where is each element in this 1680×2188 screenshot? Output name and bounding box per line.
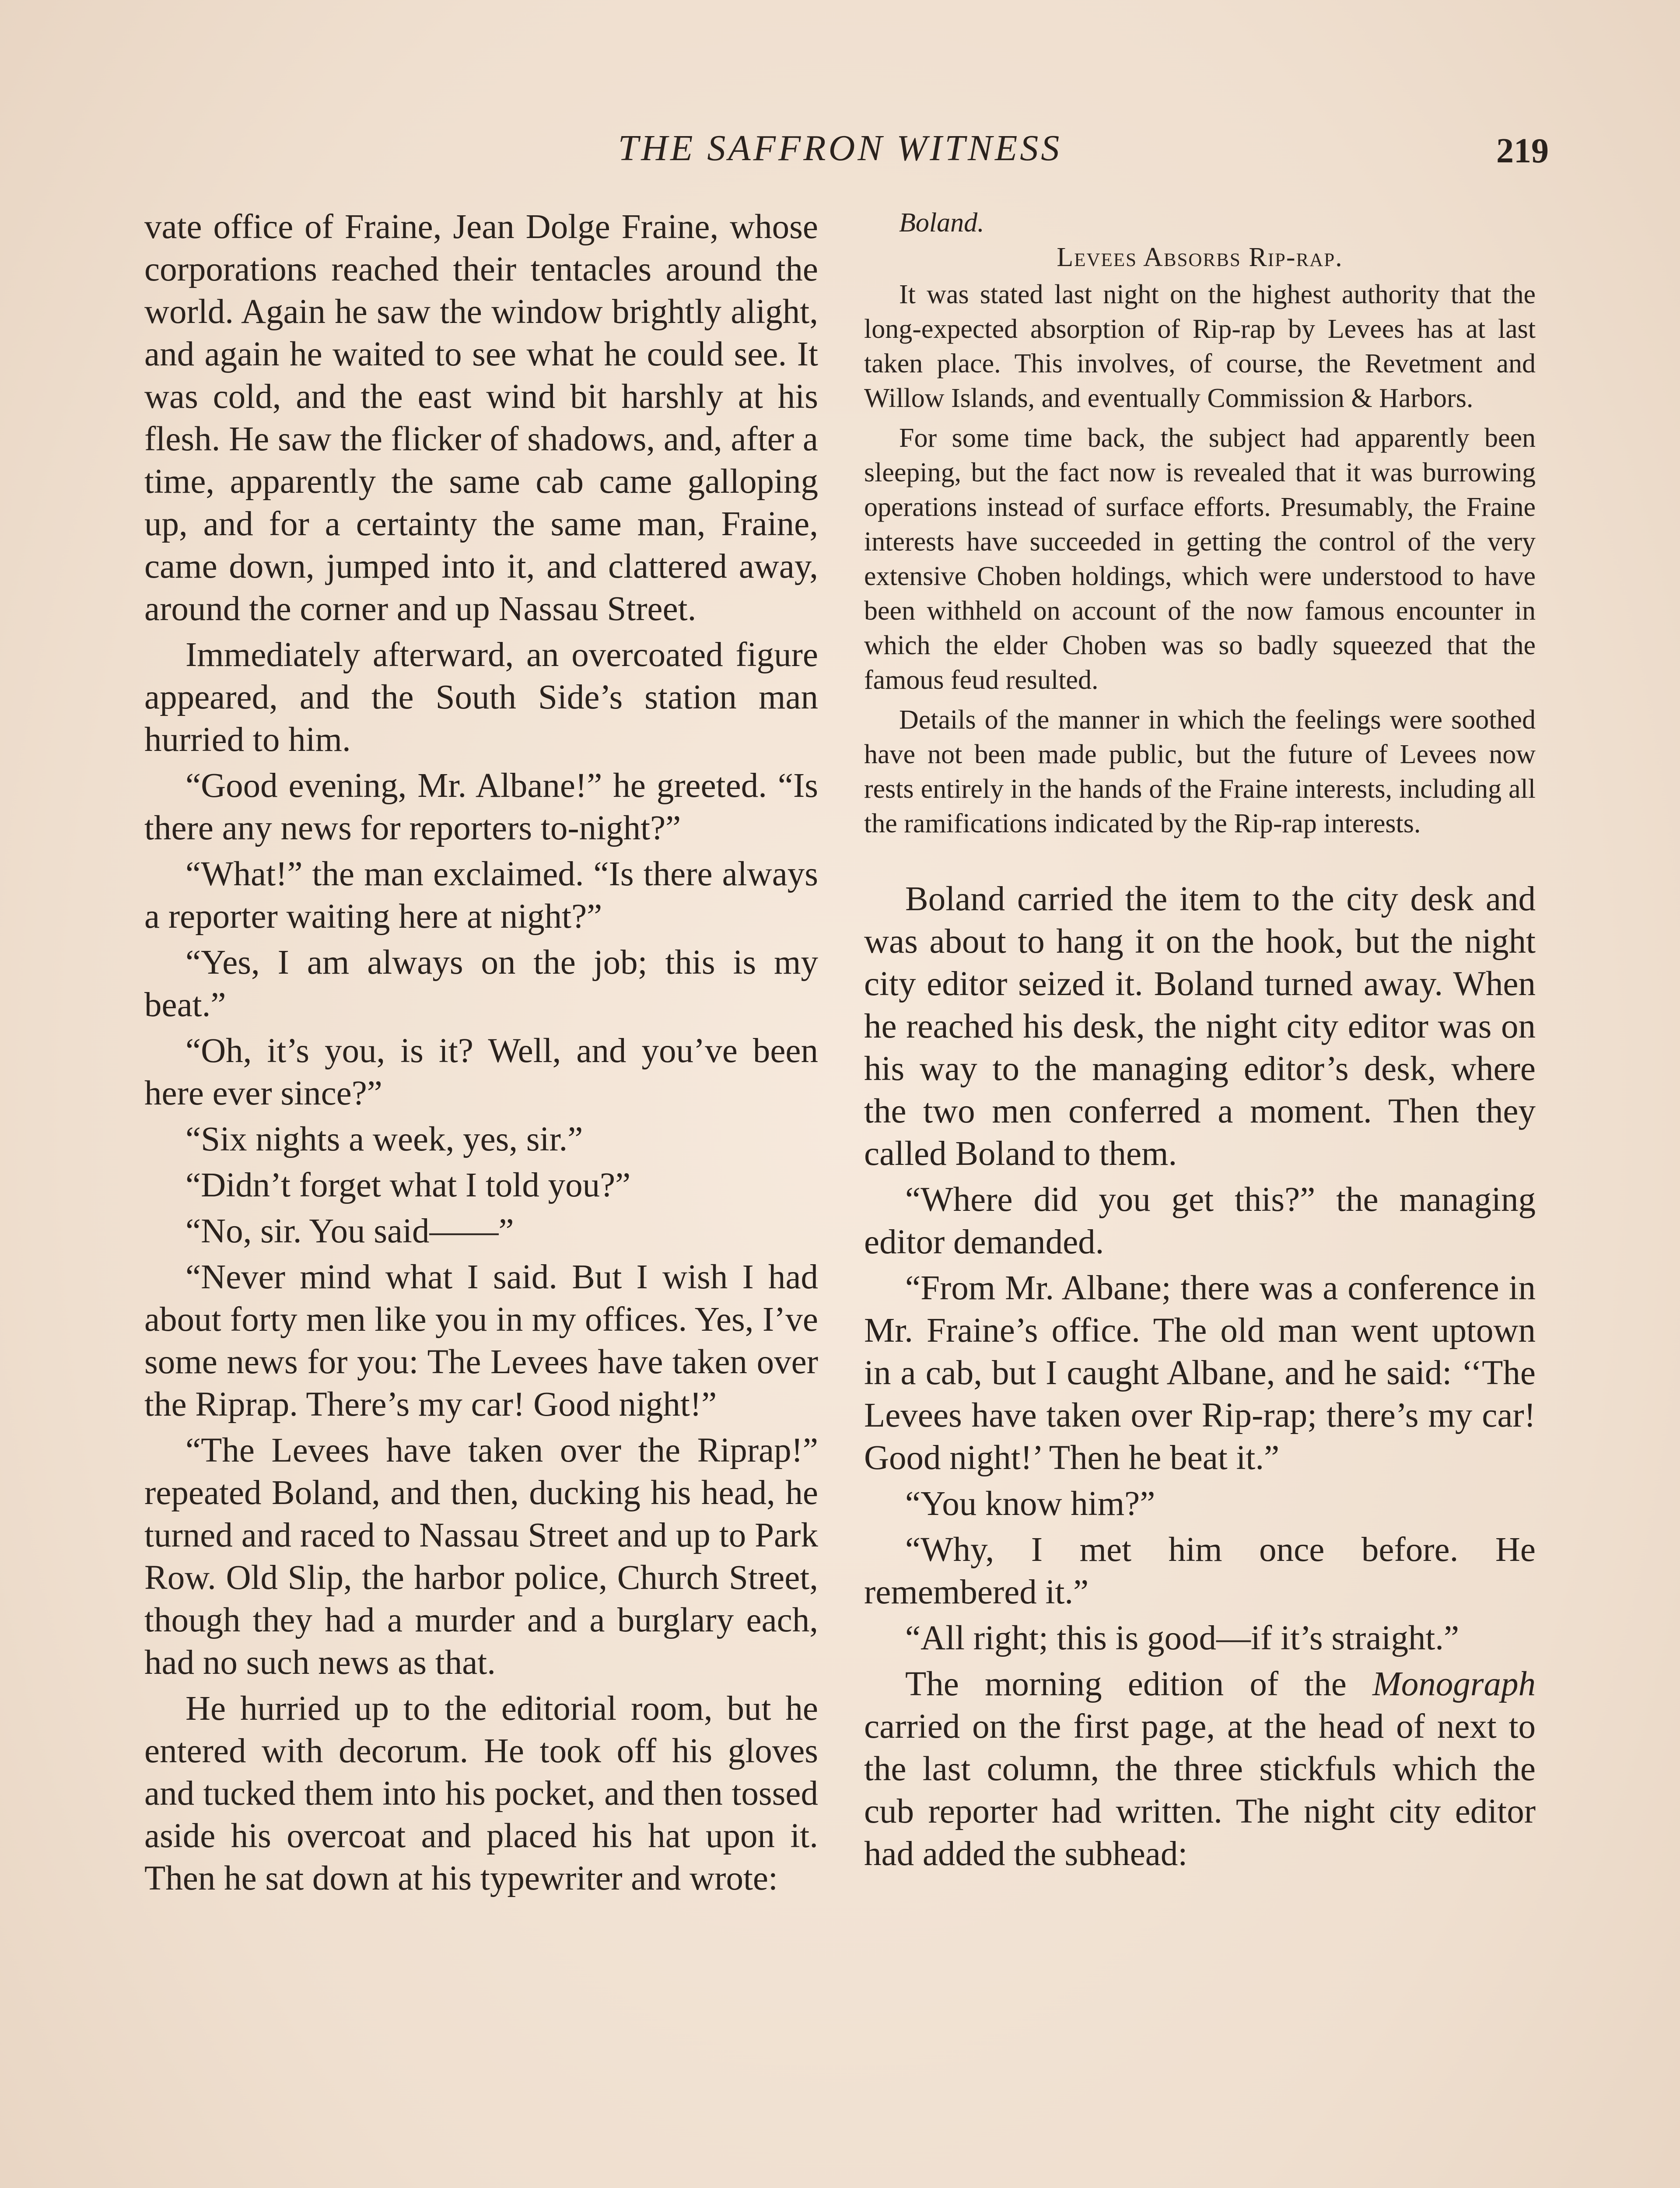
publication-name: Monograph bbox=[1372, 1665, 1536, 1703]
paragraph: “What!” the man exclaimed. “Is there always a reporter waiting here at night?” bbox=[144, 855, 818, 936]
inset-subhead: Levees Absorbs Rip-rap. bbox=[1057, 242, 1343, 272]
right-body bbox=[864, 878, 1536, 1875]
inset-paragraph: For some time back, the subject had apparently been sleeping, but the fact now is revealed that it was burrowing operations instead of surface efforts. Presumably, the Fraine interests have succeeded in getting the control of the very extensive Choben holdings, which were understood to have been withheld on account of the now famous encounter in which the elder Choben was so badly squeezed that the famous feud resulted. bbox=[864, 423, 1536, 695]
inset-paragraph: Details of the manner in which the feelings were soothed have not been made public, but the future of Levees now rests entirely in the hands of the Fraine interests, including all the ramifications indicated by the Rip-rap interests. bbox=[864, 705, 1536, 838]
paragraph: “No, sir. You said——” bbox=[186, 1212, 514, 1250]
paragraph: “Where did you get this?” the managing editor demanded. bbox=[864, 1181, 1536, 1261]
paragraph: “You know him?” bbox=[905, 1485, 1155, 1523]
paragraph: “Good evening, Mr. Albane!” he greeted. “Is there any news for reporters to-night?” bbox=[144, 767, 818, 847]
paragraph bbox=[864, 1663, 1536, 1875]
paragraph: vate office of Fraine, Jean Dolge Fraine, whose corporations reached their tentacles around the world. Again he saw the window brightly alight, and again he waited to see what he could see. It was cold, and the east wind bit harshly at his flesh. He saw the flicker of shadows, and, after a time, apparently the same cab came galloping up, and for a certainty the same man, Fraine, came down, jumped into it, and clattered away, around the corner and up Nassau Street. bbox=[144, 208, 818, 628]
right-column bbox=[864, 206, 1536, 1879]
left-column bbox=[144, 206, 818, 1903]
paragraph: “Why, I met him once before. He remembered it.” bbox=[864, 1531, 1536, 1611]
paragraph-text: carried on the first page, at the head of next to the last column, the three stickfuls which the cub reporter had written. The night city editor had added the subhead: bbox=[864, 1708, 1536, 1873]
paragraph-text: The morning edition of the bbox=[905, 1665, 1372, 1703]
paragraph: “Oh, it’s you, is it? Well, and you’ve been here ever since?” bbox=[144, 1032, 818, 1112]
running-title: THE SAFFRON WITNESS bbox=[618, 128, 1062, 168]
paragraph: Boland carried the item to the city desk and was about to hang it on the hook, but the night city editor seized it. Boland turned away. When he reached his desk, the night city editor was on his way to the managing editor’s desk, where the two men conferred a moment. Then they called Boland to them. bbox=[864, 880, 1536, 1173]
page-number: 219 bbox=[1496, 132, 1549, 170]
paragraph: Immediately afterward, an overcoated figure appeared, and the South Side’s station man hurried to him. bbox=[144, 636, 818, 759]
paragraph: “From Mr. Albane; there was a conference in Mr. Fraine’s office. The old man went uptown in a cab, but I caught Albane, and he said: ‘‘The Levees have taken over Rip-rap; there’s my car! Good night!’ Then he beat it.” bbox=[864, 1269, 1536, 1477]
paragraph: “Yes, I am always on the job; this is my beat.” bbox=[144, 943, 818, 1024]
news-item-inset bbox=[864, 206, 1536, 841]
paragraph: He hurried up to the editorial room, but he entered with decorum. He took off his gloves and tucked them into his pocket, and then tossed aside his overcoat and placed his hat upon it. Then he sat down at his typewriter and wrote: bbox=[144, 1690, 818, 1897]
paragraph: “Never mind what I said. But I wish I had about forty men like you in my offices. Yes, I’ve some news for you: The Levees have taken over the Riprap. There’s my car! Good night!” bbox=[144, 1258, 818, 1424]
paragraph: “Didn’t forget what I told you?” bbox=[186, 1166, 631, 1204]
paragraph: “All right; this is good—if it’s straight.” bbox=[905, 1619, 1460, 1657]
inset-byline: Boland. bbox=[899, 208, 984, 238]
inset-paragraph: It was stated last night on the highest authority that the long-expected absorption of Rip-rap by Levees has at last taken place. This involves, of course, the Revetment and Willow Islands, and eventually Commission & Harbors. bbox=[864, 280, 1536, 413]
paragraph: “Six nights a week, yes, sir.” bbox=[186, 1120, 583, 1158]
paragraph: “The Levees have taken over the Riprap!” repeated Boland, and then, ducking his head, he turned and raced to Nassau Street and up to Park Row. Old Slip, the harbor police, Church Street, though they had a murder and a burglary each, had no such news as that. bbox=[144, 1431, 818, 1682]
